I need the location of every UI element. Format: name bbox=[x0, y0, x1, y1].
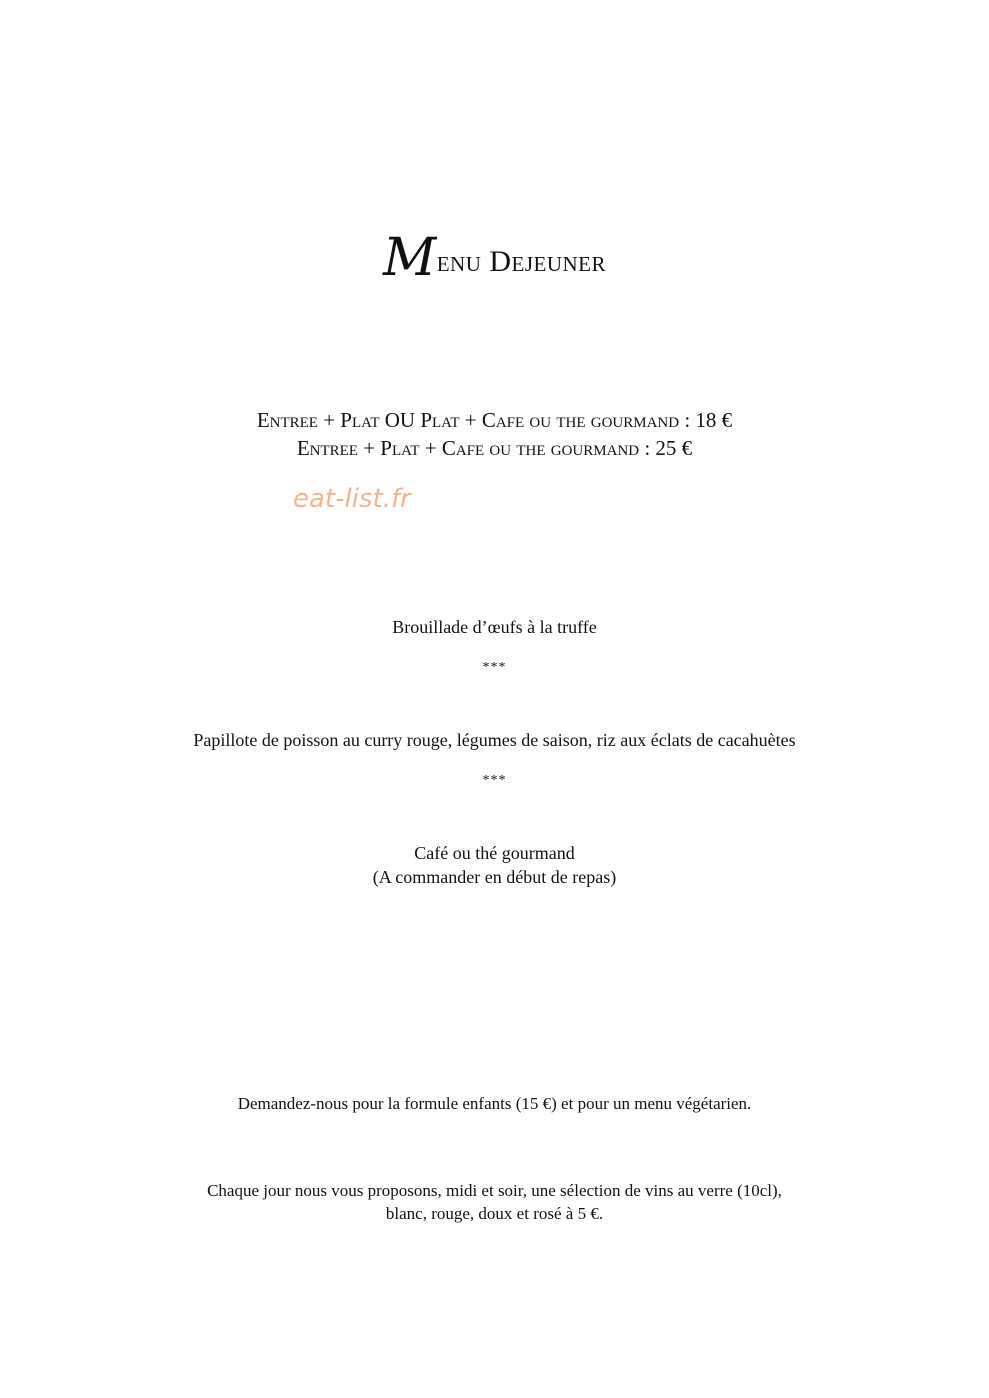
formula-25: Entree + Plat + Cafe ou the gourmand : 25 € bbox=[296, 436, 693, 460]
menu-title bbox=[0, 228, 989, 288]
dessert-dish: Café ou thé gourmand bbox=[414, 843, 575, 863]
formula-18: Entree + Plat OU Plat + Cafe ou the gourmand : 18 € bbox=[256, 408, 733, 432]
starter-dish: Brouillade d’œufs à la truffe bbox=[392, 617, 597, 637]
course-separator: *** bbox=[482, 660, 507, 675]
dessert-note: (A commander en début de repas) bbox=[372, 867, 617, 887]
wine-note-line-2: blanc, rouge, doux et rosé à 5 €. bbox=[385, 1204, 604, 1223]
menu-title-rest: enu Dejeuner bbox=[436, 245, 607, 278]
watermark-logo: eat-list.fr bbox=[293, 484, 411, 514]
wine-note-line-1: Chaque jour nous vous proposons, midi et soir, une sélection de vins au verre (10cl), bbox=[207, 1181, 782, 1200]
main-dish: Papillote de poisson au curry rouge, légumes de saison, riz aux éclats de cacahuètes bbox=[193, 730, 796, 750]
course-separator: *** bbox=[482, 773, 507, 788]
menu-title-initial: M bbox=[382, 228, 437, 288]
children-menu-note: Demandez-nous pour la formule enfants (15 €) et pour un menu végétarien. bbox=[237, 1094, 752, 1113]
